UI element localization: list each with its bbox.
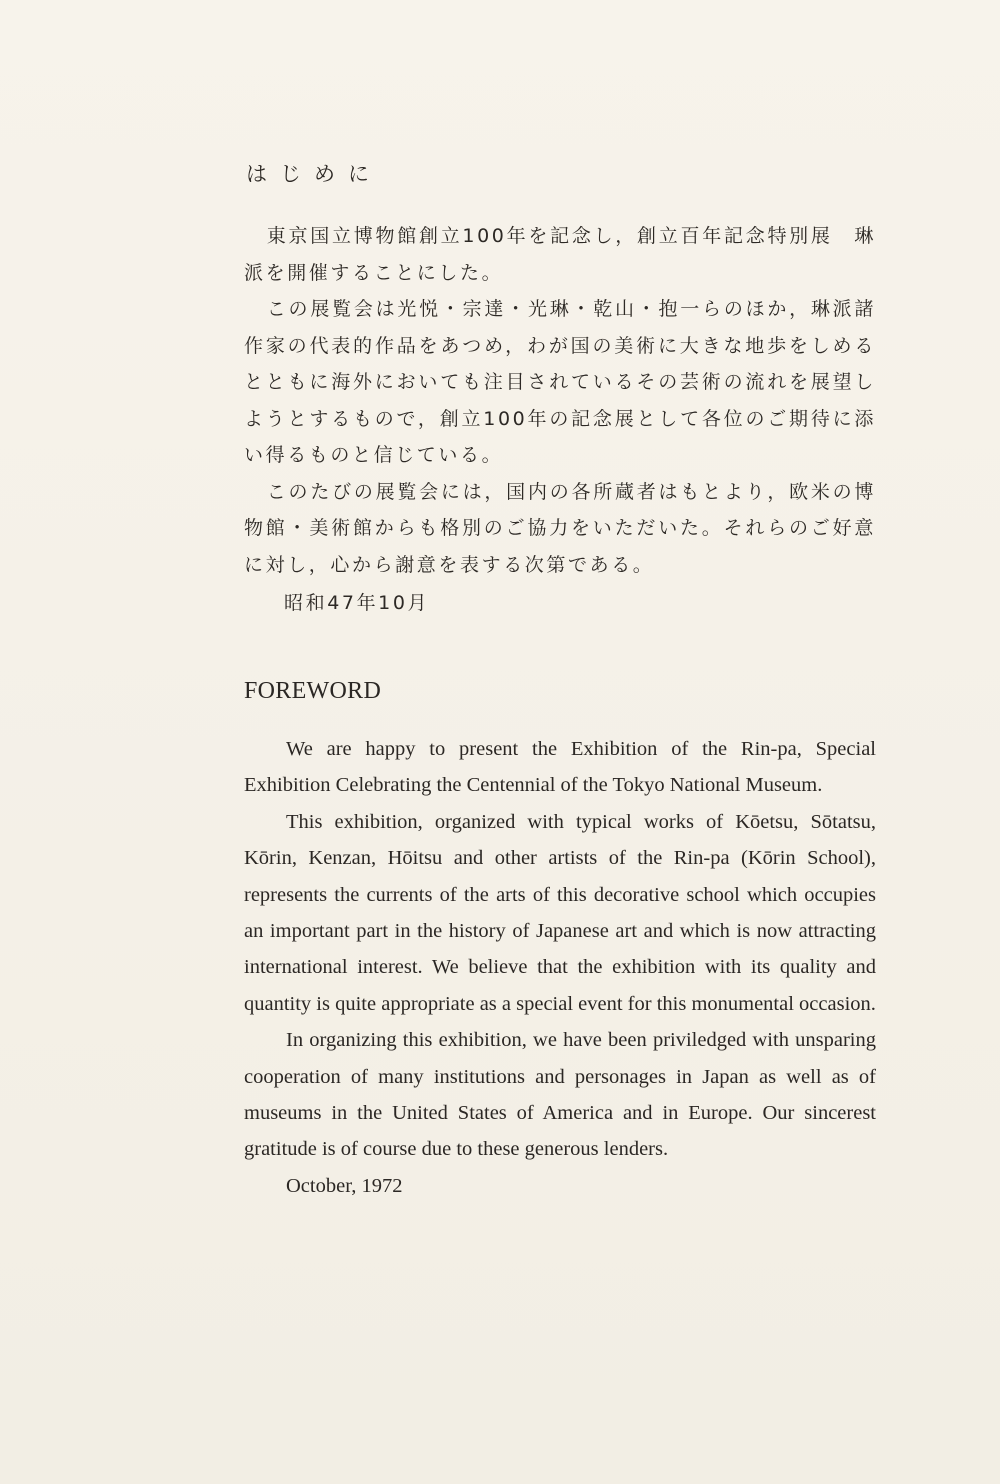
japanese-date: 昭和47年10月 (284, 592, 430, 614)
japanese-paragraph-2: この展覧会は光悦・宗達・光琳・乾山・抱一らのほか，琳派諸作家の代表的作品をあつめ，わが国の美術に大きな地歩をしめるとともに海外においても注目されているその芸術の流れを展望しようとするもので，創立100年の記念展として各位のご期待に添い得るものと信じている。 (244, 298, 876, 466)
japanese-paragraph-1: 東京国立博物館創立100年を記念し，創立百年記念特別展 琳派を開催することにした。 (244, 225, 876, 284)
japanese-title: はじめに (246, 162, 382, 186)
english-paragraph-3: In organizing this exhibition, we have been priviledged with unsparing cooperation of many institutions and personages in Japan as well as of museums in the United States of America and in Europe. Our sincerest gratitude is of course due to these generous lenders. (244, 1029, 876, 1161)
english-date: October, 1972 (286, 1174, 403, 1197)
english-title: FOREWORD (244, 678, 382, 704)
english-body (244, 731, 876, 1204)
japanese-paragraph-3: このたびの展覧会には，国内の各所蔵者はもとより，欧米の博物館・美術館からも格別のご協力をいただいた。それらのご好意に対し，心から謝意を表する次第である。 (244, 480, 876, 576)
english-paragraph-2: This exhibition, organized with typical works of Kōetsu, Sōtatsu, Kōrin, Kenzan, Hōitsu and other artists of the Rin-pa (Kōrin School), represents the currents of the arts of this decorative school which occupies an important part in the history of Japanese art and which is now attracting international interest. We believe that the exhibition with its quality and quantity is quite appropriate as a special event for this monumental occasion. (244, 810, 876, 1015)
japanese-body (244, 218, 876, 622)
english-paragraph-1: We are happy to present the Exhibition of the Rin-pa, Special Exhibition Celebrating the Centennial of the Tokyo National Museum. (244, 738, 876, 797)
